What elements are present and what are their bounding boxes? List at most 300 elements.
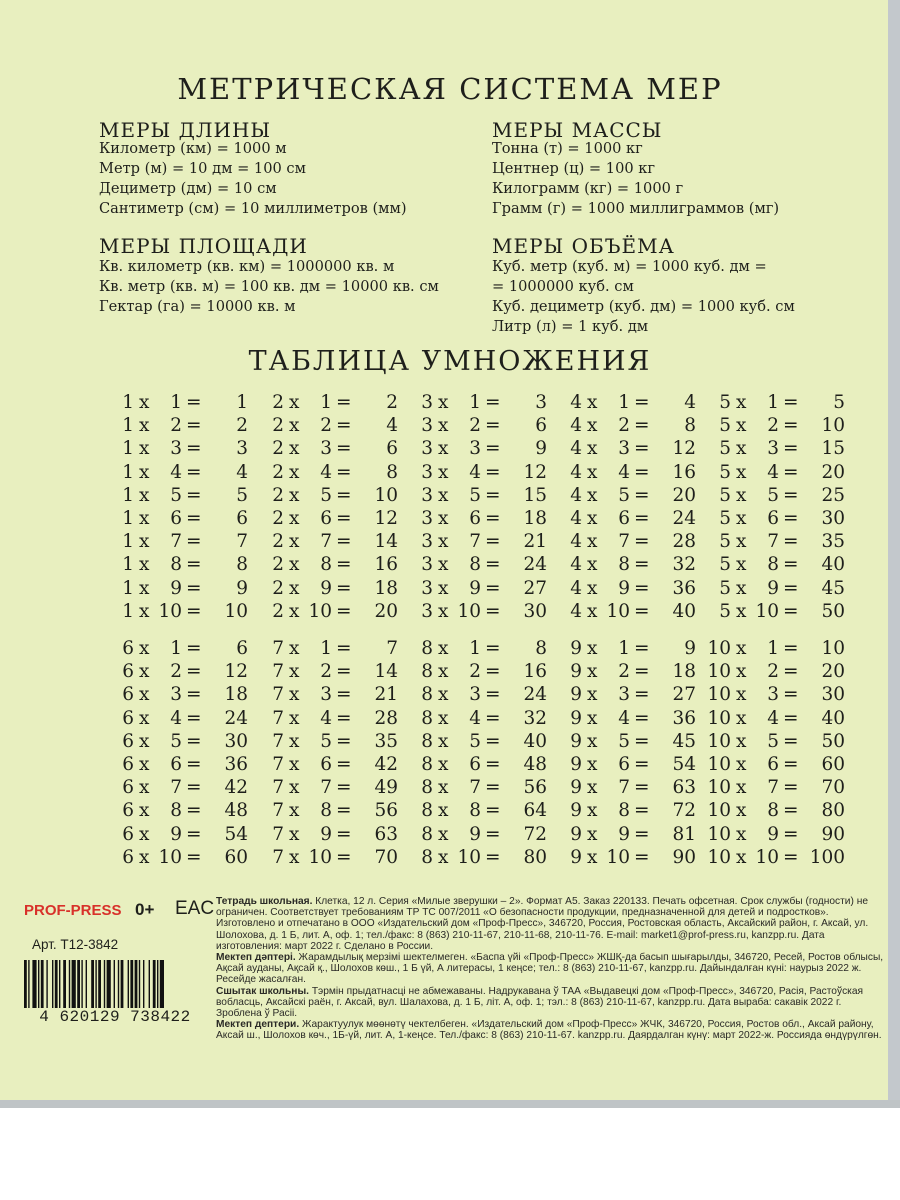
multiplicand: 8: [421, 638, 433, 659]
multiplication-row: [250, 707, 398, 731]
multiplier: 2: [469, 661, 481, 683]
multiplicand: 9: [570, 730, 582, 752]
multiplicand: 7: [272, 800, 284, 822]
multiplication-block: [697, 638, 845, 870]
multiplier: 9: [618, 577, 630, 599]
product: 28: [672, 531, 696, 553]
product: 48: [224, 800, 248, 822]
cover-edge-bottom: [0, 1100, 900, 1108]
multiplier: 1: [767, 638, 779, 659]
product: 20: [374, 600, 398, 622]
multiplication-row: [548, 577, 696, 601]
equals-sign: =: [783, 507, 799, 529]
multiplication-row: [100, 577, 248, 601]
multiplier: 1: [170, 392, 182, 413]
times-sign: х: [289, 707, 300, 729]
times-sign: х: [289, 507, 300, 529]
equals-sign: =: [485, 600, 501, 622]
product: 35: [374, 730, 398, 752]
multiplicand: 4: [570, 438, 582, 460]
multiplier: 4: [767, 461, 779, 483]
multiplicand: 2: [272, 554, 284, 576]
multiplier: 2: [170, 661, 182, 683]
multiplication-row: [548, 600, 696, 624]
times-sign: х: [289, 638, 300, 659]
equals-sign: =: [485, 661, 501, 683]
times-sign: х: [139, 823, 150, 845]
multiplication-row: [697, 577, 845, 601]
multiplication-row: [399, 484, 547, 508]
multiplication-row: [548, 707, 696, 731]
product: 48: [523, 753, 547, 775]
product: 12: [374, 507, 398, 529]
multiplication-row: [548, 415, 696, 438]
times-sign: х: [139, 638, 150, 659]
product: 10: [374, 484, 398, 506]
multiplication-row: [399, 753, 547, 777]
times-sign: х: [736, 438, 747, 460]
multiplier: 8: [320, 800, 332, 822]
multiplicand: 1: [122, 507, 134, 529]
multiplicand: 9: [570, 638, 582, 659]
multiplier: 8: [469, 800, 481, 822]
multiplicand: 4: [570, 531, 582, 553]
page-title: МЕТРИЧЕСКАЯ СИСТЕМА МЕР: [177, 72, 723, 106]
times-sign: х: [438, 707, 449, 729]
multiplicand: 5: [719, 484, 731, 506]
product: 40: [672, 600, 696, 622]
multiplication-row: [100, 846, 248, 870]
multiplicand: 5: [719, 415, 731, 437]
product: 6: [535, 415, 547, 437]
multiplication-row: [548, 554, 696, 577]
multiplication-block: [100, 638, 248, 870]
product: 80: [821, 800, 845, 822]
equals-sign: =: [186, 392, 202, 413]
volume-line: Куб. дециметр (куб. дм) = 1000 куб. см: [492, 298, 795, 315]
product: 54: [672, 753, 696, 775]
multiplier: 10: [158, 846, 182, 868]
mass-line: Центнер (ц) = 100 кг: [492, 160, 656, 177]
legal-paragraph: [216, 896, 884, 952]
multiplication-row: [697, 484, 845, 508]
equals-sign: =: [783, 777, 799, 799]
multiplier: 1: [320, 392, 332, 413]
equals-sign: =: [783, 638, 799, 659]
times-sign: х: [587, 577, 598, 599]
multiplier: 7: [320, 531, 332, 553]
equals-sign: =: [783, 600, 799, 622]
multiplicand: 10: [707, 661, 731, 683]
times-sign: х: [736, 507, 747, 529]
multiplication-row: [548, 461, 696, 485]
times-sign: х: [736, 684, 747, 706]
multiplicand: 10: [707, 800, 731, 822]
multiplicand: 1: [122, 531, 134, 553]
times-sign: х: [438, 554, 449, 576]
product: 63: [672, 777, 696, 799]
area-section-title: МЕРЫ ПЛОЩАДИ: [99, 234, 308, 258]
multiplication-row: [250, 415, 398, 438]
product: 35: [821, 531, 845, 553]
multiplication-row: [250, 730, 398, 754]
barcode: [22, 960, 208, 1008]
times-sign: х: [289, 600, 300, 622]
multiplication-row: [399, 846, 547, 870]
multiplier: 1: [618, 392, 630, 413]
multiplicand: 6: [122, 684, 134, 706]
product: 63: [374, 823, 398, 845]
multiplication-row: [697, 600, 845, 624]
times-sign: х: [587, 846, 598, 868]
product: 18: [672, 661, 696, 683]
equals-sign: =: [186, 823, 202, 845]
multiplier: 2: [767, 415, 779, 437]
equals-sign: =: [186, 753, 202, 775]
equals-sign: =: [186, 684, 202, 706]
equals-sign: =: [783, 823, 799, 845]
multiplier: 2: [320, 415, 332, 437]
product: 10: [224, 600, 248, 622]
product: 10: [821, 415, 845, 437]
equals-sign: =: [485, 415, 501, 437]
multiplier: 3: [469, 438, 481, 460]
times-sign: х: [736, 777, 747, 799]
equals-sign: =: [634, 392, 650, 413]
product: 24: [672, 507, 696, 529]
multiplier: 7: [170, 777, 182, 799]
multiplication-row: [100, 600, 248, 624]
multiplier: 6: [469, 507, 481, 529]
multiplier: 1: [469, 392, 481, 413]
times-sign: х: [139, 707, 150, 729]
equals-sign: =: [783, 753, 799, 775]
multiplication-row: [250, 484, 398, 508]
multiplication-row: [399, 461, 547, 485]
multiplicand: 1: [122, 600, 134, 622]
multiplicand: 3: [421, 507, 433, 529]
product: 5: [833, 392, 845, 413]
equals-sign: =: [186, 531, 202, 553]
multiplication-row: [399, 531, 547, 554]
multiplicand: 7: [272, 707, 284, 729]
equals-sign: =: [336, 730, 352, 752]
multiplier: 7: [469, 531, 481, 553]
product: 8: [386, 461, 398, 483]
times-sign: х: [289, 823, 300, 845]
equals-sign: =: [634, 577, 650, 599]
multiplication-row: [250, 392, 398, 415]
multiplicand: 4: [570, 415, 582, 437]
times-sign: х: [736, 753, 747, 775]
equals-sign: =: [186, 438, 202, 460]
equals-sign: =: [485, 800, 501, 822]
times-sign: х: [736, 638, 747, 659]
multiplicand: 10: [707, 684, 731, 706]
product: 80: [523, 846, 547, 868]
equals-sign: =: [634, 531, 650, 553]
multiplication-row: [548, 438, 696, 461]
multiplicand: 9: [570, 823, 582, 845]
times-sign: х: [587, 600, 598, 622]
product: 10: [821, 638, 845, 659]
multiplier: 6: [767, 753, 779, 775]
multiplication-row: [697, 800, 845, 823]
multiplication-row: [250, 638, 398, 661]
multiplication-row: [697, 753, 845, 777]
equals-sign: =: [634, 823, 650, 845]
multiplicand: 10: [707, 846, 731, 868]
product: 6: [236, 638, 248, 659]
multiplication-row: [100, 730, 248, 754]
multiplicand: 9: [570, 661, 582, 683]
times-sign: х: [736, 415, 747, 437]
multiplication-row: [399, 823, 547, 847]
multiplier: 8: [170, 800, 182, 822]
multiplicand: 6: [122, 661, 134, 683]
multiplicand: 3: [421, 484, 433, 506]
multiplier: 5: [170, 484, 182, 506]
times-sign: х: [438, 438, 449, 460]
product: 30: [821, 684, 845, 706]
multiplication-row: [548, 638, 696, 661]
multiplication-row: [548, 684, 696, 707]
multiplication-row: [100, 392, 248, 415]
multiplicand: 8: [421, 684, 433, 706]
times-sign: х: [139, 507, 150, 529]
multiplication-row: [250, 777, 398, 800]
times-sign: х: [736, 554, 747, 576]
equals-sign: =: [783, 392, 799, 413]
mass-section-title: МЕРЫ МАССЫ: [492, 118, 663, 142]
product: 5: [236, 484, 248, 506]
multiplicand: 6: [122, 730, 134, 752]
multiplicand: 2: [272, 392, 284, 413]
legal-body: Жарактуулук мөөнөтү чектелбеген. «Издательский дом «Проф-Пресс» ЖЧК, 346720, Россия, Ростов обл., Аксай району, Аксай ш., Шолохов көч., 1Б-үй, лит. А, 1-кеңсе. Тел./факс: 8 (863) 210-11-67. kanzpp.ru. Даярдалган күнү: март 2022-ж. Россияда өндүрүлгөн.: [216, 1019, 882, 1042]
equals-sign: =: [634, 554, 650, 576]
times-sign: х: [736, 577, 747, 599]
multiplicand: 7: [272, 661, 284, 683]
times-sign: х: [289, 753, 300, 775]
multiplier: 9: [170, 823, 182, 845]
multiplier: 7: [767, 777, 779, 799]
product: 45: [821, 577, 845, 599]
product: 72: [672, 800, 696, 822]
product: 20: [821, 661, 845, 683]
multiplication-row: [697, 661, 845, 684]
product: 27: [523, 577, 547, 599]
product: 1: [236, 392, 248, 413]
times-sign: х: [438, 507, 449, 529]
length-line: Километр (км) = 1000 м: [99, 140, 287, 157]
equals-sign: =: [336, 753, 352, 775]
multiplier: 4: [170, 707, 182, 729]
times-sign: х: [289, 461, 300, 483]
multiplication-row: [250, 753, 398, 777]
equals-sign: =: [485, 507, 501, 529]
multiplier: 5: [767, 730, 779, 752]
multiplier: 9: [170, 577, 182, 599]
length-line: Дециметр (дм) = 10 см: [99, 180, 277, 197]
equals-sign: =: [485, 753, 501, 775]
equals-sign: =: [634, 461, 650, 483]
multiplication-row: [250, 461, 398, 485]
times-sign: х: [587, 800, 598, 822]
equals-sign: =: [634, 600, 650, 622]
equals-sign: =: [336, 638, 352, 659]
multiplication-row: [697, 846, 845, 870]
multiplicand: 6: [122, 846, 134, 868]
equals-sign: =: [783, 461, 799, 483]
product: 4: [236, 461, 248, 483]
multiplication-block: [548, 638, 696, 870]
equals-sign: =: [336, 684, 352, 706]
multiplier: 10: [158, 600, 182, 622]
multiplier: 6: [320, 507, 332, 529]
multiplier: 9: [618, 823, 630, 845]
multiplicand: 8: [421, 800, 433, 822]
times-sign: х: [139, 577, 150, 599]
product: 16: [523, 661, 547, 683]
multiplier: 7: [767, 531, 779, 553]
times-sign: х: [736, 846, 747, 868]
times-sign: х: [139, 554, 150, 576]
multiplier: 5: [320, 484, 332, 506]
eac-mark: EAC: [175, 898, 215, 919]
times-sign: х: [289, 438, 300, 460]
multiplicand: 7: [272, 846, 284, 868]
legal-paragraph: [216, 1019, 884, 1041]
multiplier: 5: [618, 484, 630, 506]
equals-sign: =: [336, 461, 352, 483]
product: 3: [535, 392, 547, 413]
product: 40: [821, 707, 845, 729]
product: 7: [236, 531, 248, 553]
times-sign: х: [139, 392, 150, 413]
equals-sign: =: [783, 846, 799, 868]
product: 50: [821, 600, 845, 622]
multiplier: 1: [170, 638, 182, 659]
equals-sign: =: [336, 484, 352, 506]
times-sign: х: [736, 392, 747, 413]
brand-logo: PROF-PRESS: [24, 902, 122, 919]
equals-sign: =: [336, 707, 352, 729]
product: 2: [386, 392, 398, 413]
multiplication-block: [100, 392, 248, 624]
equals-sign: =: [186, 484, 202, 506]
multiplication-row: [250, 531, 398, 554]
equals-sign: =: [783, 484, 799, 506]
times-sign: х: [289, 730, 300, 752]
multiplicand: 1: [122, 438, 134, 460]
equals-sign: =: [485, 707, 501, 729]
times-sign: х: [587, 777, 598, 799]
multiplicand: 1: [122, 392, 134, 413]
multiplication-row: [548, 392, 696, 415]
multiplication-row: [697, 684, 845, 707]
multiplication-row: [100, 554, 248, 577]
equals-sign: =: [485, 554, 501, 576]
multiplier: 10: [308, 600, 332, 622]
times-sign: х: [587, 554, 598, 576]
multiplier: 4: [469, 707, 481, 729]
product: 50: [821, 730, 845, 752]
multiplication-row: [548, 846, 696, 870]
multiplicand: 2: [272, 531, 284, 553]
multiplication-row: [100, 753, 248, 777]
multiplier: 6: [320, 753, 332, 775]
times-sign: х: [289, 531, 300, 553]
times-sign: х: [587, 684, 598, 706]
product: 90: [821, 823, 845, 845]
multiplicand: 1: [122, 554, 134, 576]
multiplication-row: [250, 661, 398, 684]
product: 18: [374, 577, 398, 599]
multiplicand: 3: [421, 415, 433, 437]
multiplicand: 6: [122, 638, 134, 659]
times-sign: х: [438, 846, 449, 868]
equals-sign: =: [336, 577, 352, 599]
times-sign: х: [736, 484, 747, 506]
multiplication-row: [548, 777, 696, 800]
multiplier: 4: [618, 461, 630, 483]
multiplier: 8: [767, 554, 779, 576]
multiplication-row: [250, 507, 398, 531]
legal-heading: Мектеп дептери.: [216, 1019, 300, 1031]
multiplicand: 9: [570, 777, 582, 799]
times-sign: х: [289, 484, 300, 506]
equals-sign: =: [634, 800, 650, 822]
product: 36: [672, 577, 696, 599]
multiplicand: 9: [570, 707, 582, 729]
multiplier: 9: [320, 823, 332, 845]
legal-heading: Сшытак школьны.: [216, 985, 309, 997]
times-sign: х: [289, 846, 300, 868]
product: 49: [374, 777, 398, 799]
multiplicand: 3: [421, 577, 433, 599]
product: 81: [672, 823, 696, 845]
times-sign: х: [139, 800, 150, 822]
multiplication-title: ТАБЛИЦА УМНОЖЕНИЯ: [248, 346, 652, 377]
equals-sign: =: [336, 415, 352, 437]
times-sign: х: [438, 600, 449, 622]
times-sign: х: [139, 684, 150, 706]
equals-sign: =: [186, 800, 202, 822]
equals-sign: =: [186, 577, 202, 599]
multiplicand: 9: [570, 753, 582, 775]
multiplicand: 2: [272, 484, 284, 506]
equals-sign: =: [336, 777, 352, 799]
multiplier: 6: [170, 507, 182, 529]
equals-sign: =: [783, 730, 799, 752]
multiplier: 9: [767, 577, 779, 599]
equals-sign: =: [783, 707, 799, 729]
multiplicand: 3: [421, 438, 433, 460]
equals-sign: =: [634, 507, 650, 529]
equals-sign: =: [186, 707, 202, 729]
multiplier: 6: [767, 507, 779, 529]
times-sign: х: [736, 461, 747, 483]
multiplication-row: [100, 800, 248, 823]
mass-line: Тонна (т) = 1000 кг: [492, 140, 643, 157]
multiplicand: 2: [272, 438, 284, 460]
equals-sign: =: [186, 600, 202, 622]
equals-sign: =: [186, 461, 202, 483]
multiplicand: 10: [707, 823, 731, 845]
times-sign: х: [139, 531, 150, 553]
multiplication-row: [250, 846, 398, 870]
times-sign: х: [438, 638, 449, 659]
